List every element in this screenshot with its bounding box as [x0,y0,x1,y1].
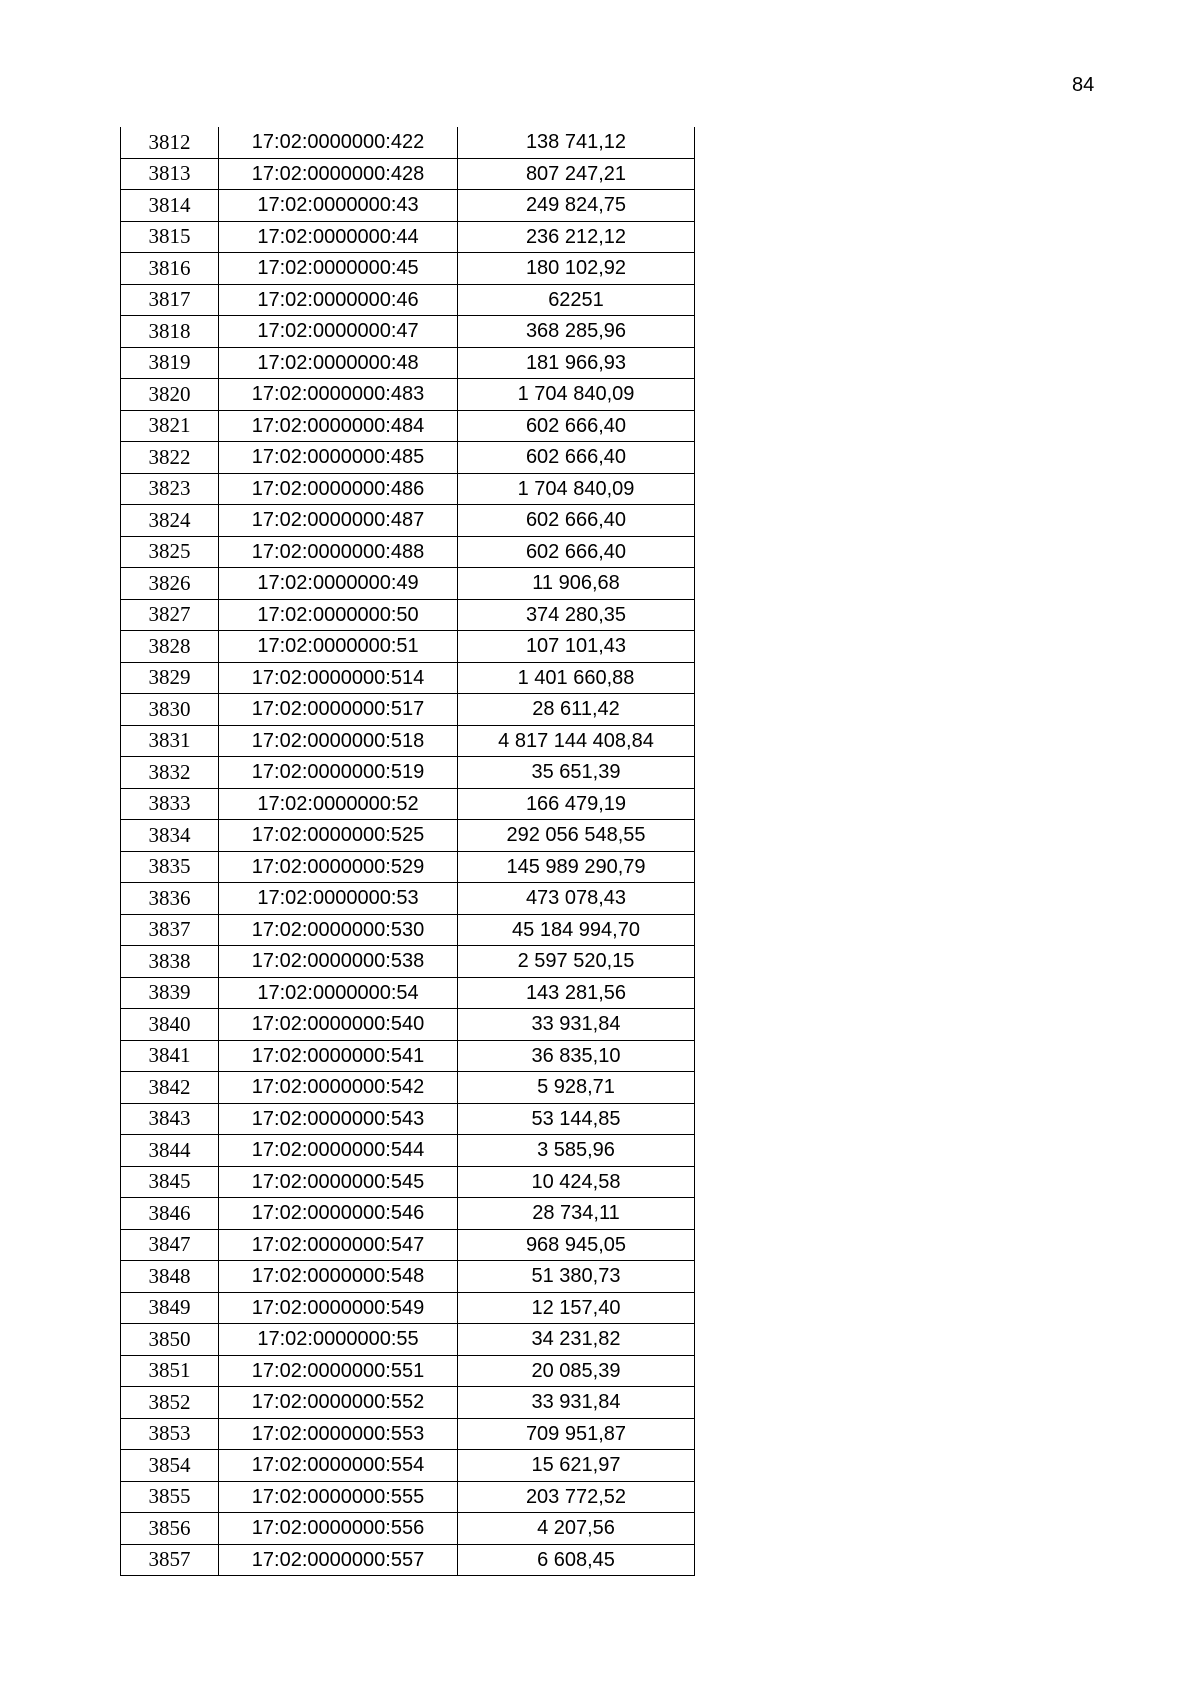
row-number-cell: 3839 [121,977,219,1009]
table-row [121,599,695,631]
cadastral-value-cell: 36 835,10 [458,1040,695,1072]
cadastral-value-cell: 5 928,71 [458,1072,695,1104]
table-row [121,379,695,411]
cadastral-value-cell: 20 085,39 [458,1355,695,1387]
row-number-cell: 3845 [121,1166,219,1198]
table-body [121,127,695,1576]
row-number-cell: 3837 [121,914,219,946]
cadastral-value-table [120,127,695,1576]
cadastral-value-cell: 203 772,52 [458,1481,695,1513]
cadastral-value-cell: 3 585,96 [458,1135,695,1167]
table-row [121,820,695,852]
cadastral-value-cell: 473 078,43 [458,883,695,915]
row-number-cell: 3820 [121,379,219,411]
table-row [121,694,695,726]
row-number-cell: 3841 [121,1040,219,1072]
row-number-cell: 3834 [121,820,219,852]
row-number-cell: 3825 [121,536,219,568]
cadastral-number-cell: 17:02:0000000:548 [219,1261,458,1293]
table-row [121,1513,695,1545]
cadastral-value-cell: 33 931,84 [458,1009,695,1041]
page-number: 84 [1072,74,1095,96]
table-row [121,442,695,474]
cadastral-value-cell: 107 101,43 [458,631,695,663]
row-number-cell: 3818 [121,316,219,348]
cadastral-number-cell: 17:02:0000000:541 [219,1040,458,1072]
table-row [121,1544,695,1576]
cadastral-value-cell: 249 824,75 [458,190,695,222]
table-row [121,158,695,190]
cadastral-value-cell: 6 608,45 [458,1544,695,1576]
table-row [121,127,695,158]
cadastral-number-cell: 17:02:0000000:483 [219,379,458,411]
cadastral-value-cell: 968 945,05 [458,1229,695,1261]
cadastral-number-cell: 17:02:0000000:529 [219,851,458,883]
cadastral-value-cell: 53 144,85 [458,1103,695,1135]
cadastral-number-cell: 17:02:0000000:551 [219,1355,458,1387]
cadastral-number-cell: 17:02:0000000:555 [219,1481,458,1513]
table-row [121,1135,695,1167]
cadastral-number-cell: 17:02:0000000:44 [219,221,458,253]
cadastral-value-cell: 368 285,96 [458,316,695,348]
cadastral-value-cell: 28 734,11 [458,1198,695,1230]
row-number-cell: 3829 [121,662,219,694]
cadastral-number-cell: 17:02:0000000:484 [219,410,458,442]
row-number-cell: 3821 [121,410,219,442]
table-row [121,473,695,505]
table-row [121,284,695,316]
row-number-cell: 3847 [121,1229,219,1261]
row-number-cell: 3812 [121,127,219,158]
cadastral-number-cell: 17:02:0000000:557 [219,1544,458,1576]
row-number-cell: 3843 [121,1103,219,1135]
cadastral-number-cell: 17:02:0000000:556 [219,1513,458,1545]
table-row [121,221,695,253]
table-row [121,662,695,694]
row-number-cell: 3815 [121,221,219,253]
row-number-cell: 3851 [121,1355,219,1387]
table-row [121,757,695,789]
table-row [121,631,695,663]
row-number-cell: 3850 [121,1324,219,1356]
table-row [121,1387,695,1419]
cadastral-number-cell: 17:02:0000000:553 [219,1418,458,1450]
row-number-cell: 3827 [121,599,219,631]
cadastral-number-cell: 17:02:0000000:487 [219,505,458,537]
cadastral-number-cell: 17:02:0000000:549 [219,1292,458,1324]
cadastral-value-cell: 807 247,21 [458,158,695,190]
table-row [121,347,695,379]
cadastral-number-cell: 17:02:0000000:519 [219,757,458,789]
cadastral-value-cell: 11 906,68 [458,568,695,600]
cadastral-value-cell: 602 666,40 [458,505,695,537]
cadastral-value-cell: 10 424,58 [458,1166,695,1198]
row-number-cell: 3833 [121,788,219,820]
table-row [121,1450,695,1482]
row-number-cell: 3817 [121,284,219,316]
row-number-cell: 3813 [121,158,219,190]
row-number-cell: 3846 [121,1198,219,1230]
cadastral-number-cell: 17:02:0000000:50 [219,599,458,631]
table-row [121,788,695,820]
table-row [121,536,695,568]
table-row [121,946,695,978]
row-number-cell: 3842 [121,1072,219,1104]
cadastral-value-cell: 180 102,92 [458,253,695,285]
cadastral-number-cell: 17:02:0000000:547 [219,1229,458,1261]
cadastral-value-cell: 602 666,40 [458,536,695,568]
row-number-cell: 3823 [121,473,219,505]
table-row [121,883,695,915]
cadastral-value-cell: 4 817 144 408,84 [458,725,695,757]
table-row [121,568,695,600]
row-number-cell: 3824 [121,505,219,537]
cadastral-value-cell: 292 056 548,55 [458,820,695,852]
table-row [121,1292,695,1324]
row-number-cell: 3814 [121,190,219,222]
cadastral-value-cell: 1 704 840,09 [458,473,695,505]
table-row [121,977,695,1009]
cadastral-value-cell: 166 479,19 [458,788,695,820]
cadastral-value-cell: 602 666,40 [458,442,695,474]
row-number-cell: 3831 [121,725,219,757]
cadastral-number-cell: 17:02:0000000:552 [219,1387,458,1419]
cadastral-number-cell: 17:02:0000000:486 [219,473,458,505]
row-number-cell: 3826 [121,568,219,600]
table-row [121,1166,695,1198]
cadastral-number-cell: 17:02:0000000:518 [219,725,458,757]
row-number-cell: 3838 [121,946,219,978]
cadastral-number-cell: 17:02:0000000:47 [219,316,458,348]
row-number-cell: 3855 [121,1481,219,1513]
cadastral-number-cell: 17:02:0000000:49 [219,568,458,600]
cadastral-value-cell: 1 704 840,09 [458,379,695,411]
table-row [121,505,695,537]
cadastral-value-cell: 143 281,56 [458,977,695,1009]
row-number-cell: 3844 [121,1135,219,1167]
cadastral-number-cell: 17:02:0000000:54 [219,977,458,1009]
cadastral-number-cell: 17:02:0000000:517 [219,694,458,726]
cadastral-value-cell: 138 741,12 [458,127,695,158]
cadastral-value-cell: 34 231,82 [458,1324,695,1356]
table-row [121,253,695,285]
cadastral-value-cell: 28 611,42 [458,694,695,726]
table-row [121,1040,695,1072]
row-number-cell: 3830 [121,694,219,726]
cadastral-value-cell: 12 157,40 [458,1292,695,1324]
cadastral-number-cell: 17:02:0000000:45 [219,253,458,285]
row-number-cell: 3822 [121,442,219,474]
cadastral-value-cell: 15 621,97 [458,1450,695,1482]
row-number-cell: 3828 [121,631,219,663]
table-row [121,1324,695,1356]
cadastral-value-cell: 145 989 290,79 [458,851,695,883]
cadastral-value-cell: 45 184 994,70 [458,914,695,946]
cadastral-value-cell: 709 951,87 [458,1418,695,1450]
cadastral-number-cell: 17:02:0000000:514 [219,662,458,694]
cadastral-value-cell: 33 931,84 [458,1387,695,1419]
table-row [121,190,695,222]
cadastral-value-cell: 62251 [458,284,695,316]
cadastral-number-cell: 17:02:0000000:546 [219,1198,458,1230]
cadastral-number-cell: 17:02:0000000:428 [219,158,458,190]
table-row [121,410,695,442]
row-number-cell: 3816 [121,253,219,285]
cadastral-value-cell: 51 380,73 [458,1261,695,1293]
cadastral-number-cell: 17:02:0000000:538 [219,946,458,978]
row-number-cell: 3857 [121,1544,219,1576]
cadastral-number-cell: 17:02:0000000:46 [219,284,458,316]
row-number-cell: 3856 [121,1513,219,1545]
row-number-cell: 3854 [121,1450,219,1482]
table-row [121,1198,695,1230]
cadastral-number-cell: 17:02:0000000:488 [219,536,458,568]
row-number-cell: 3849 [121,1292,219,1324]
cadastral-value-cell: 4 207,56 [458,1513,695,1545]
table-row [121,725,695,757]
cadastral-number-cell: 17:02:0000000:55 [219,1324,458,1356]
cadastral-number-cell: 17:02:0000000:48 [219,347,458,379]
cadastral-number-cell: 17:02:0000000:530 [219,914,458,946]
row-number-cell: 3848 [121,1261,219,1293]
cadastral-value-cell: 602 666,40 [458,410,695,442]
cadastral-number-cell: 17:02:0000000:545 [219,1166,458,1198]
table-row [121,1229,695,1261]
row-number-cell: 3840 [121,1009,219,1041]
row-number-cell: 3852 [121,1387,219,1419]
cadastral-number-cell: 17:02:0000000:542 [219,1072,458,1104]
table-row [121,1261,695,1293]
row-number-cell: 3835 [121,851,219,883]
cadastral-value-cell: 181 966,93 [458,347,695,379]
cadastral-value-cell: 35 651,39 [458,757,695,789]
row-number-cell: 3836 [121,883,219,915]
cadastral-number-cell: 17:02:0000000:544 [219,1135,458,1167]
table-row [121,851,695,883]
row-number-cell: 3832 [121,757,219,789]
cadastral-number-cell: 17:02:0000000:543 [219,1103,458,1135]
cadastral-number-cell: 17:02:0000000:51 [219,631,458,663]
cadastral-value-cell: 236 212,12 [458,221,695,253]
table-row [121,316,695,348]
row-number-cell: 3853 [121,1418,219,1450]
cadastral-number-cell: 17:02:0000000:485 [219,442,458,474]
table-row [121,1481,695,1513]
cadastral-number-cell: 17:02:0000000:52 [219,788,458,820]
table-row [121,1072,695,1104]
table-row [121,1009,695,1041]
cadastral-number-cell: 17:02:0000000:43 [219,190,458,222]
cadastral-number-cell: 17:02:0000000:525 [219,820,458,852]
row-number-cell: 3819 [121,347,219,379]
table-row [121,1103,695,1135]
cadastral-value-cell: 374 280,35 [458,599,695,631]
table-row [121,914,695,946]
cadastral-number-cell: 17:02:0000000:53 [219,883,458,915]
table-row [121,1355,695,1387]
table-row [121,1418,695,1450]
cadastral-value-cell: 1 401 660,88 [458,662,695,694]
cadastral-number-cell: 17:02:0000000:540 [219,1009,458,1041]
cadastral-value-cell: 2 597 520,15 [458,946,695,978]
cadastral-number-cell: 17:02:0000000:554 [219,1450,458,1482]
cadastral-number-cell: 17:02:0000000:422 [219,127,458,158]
